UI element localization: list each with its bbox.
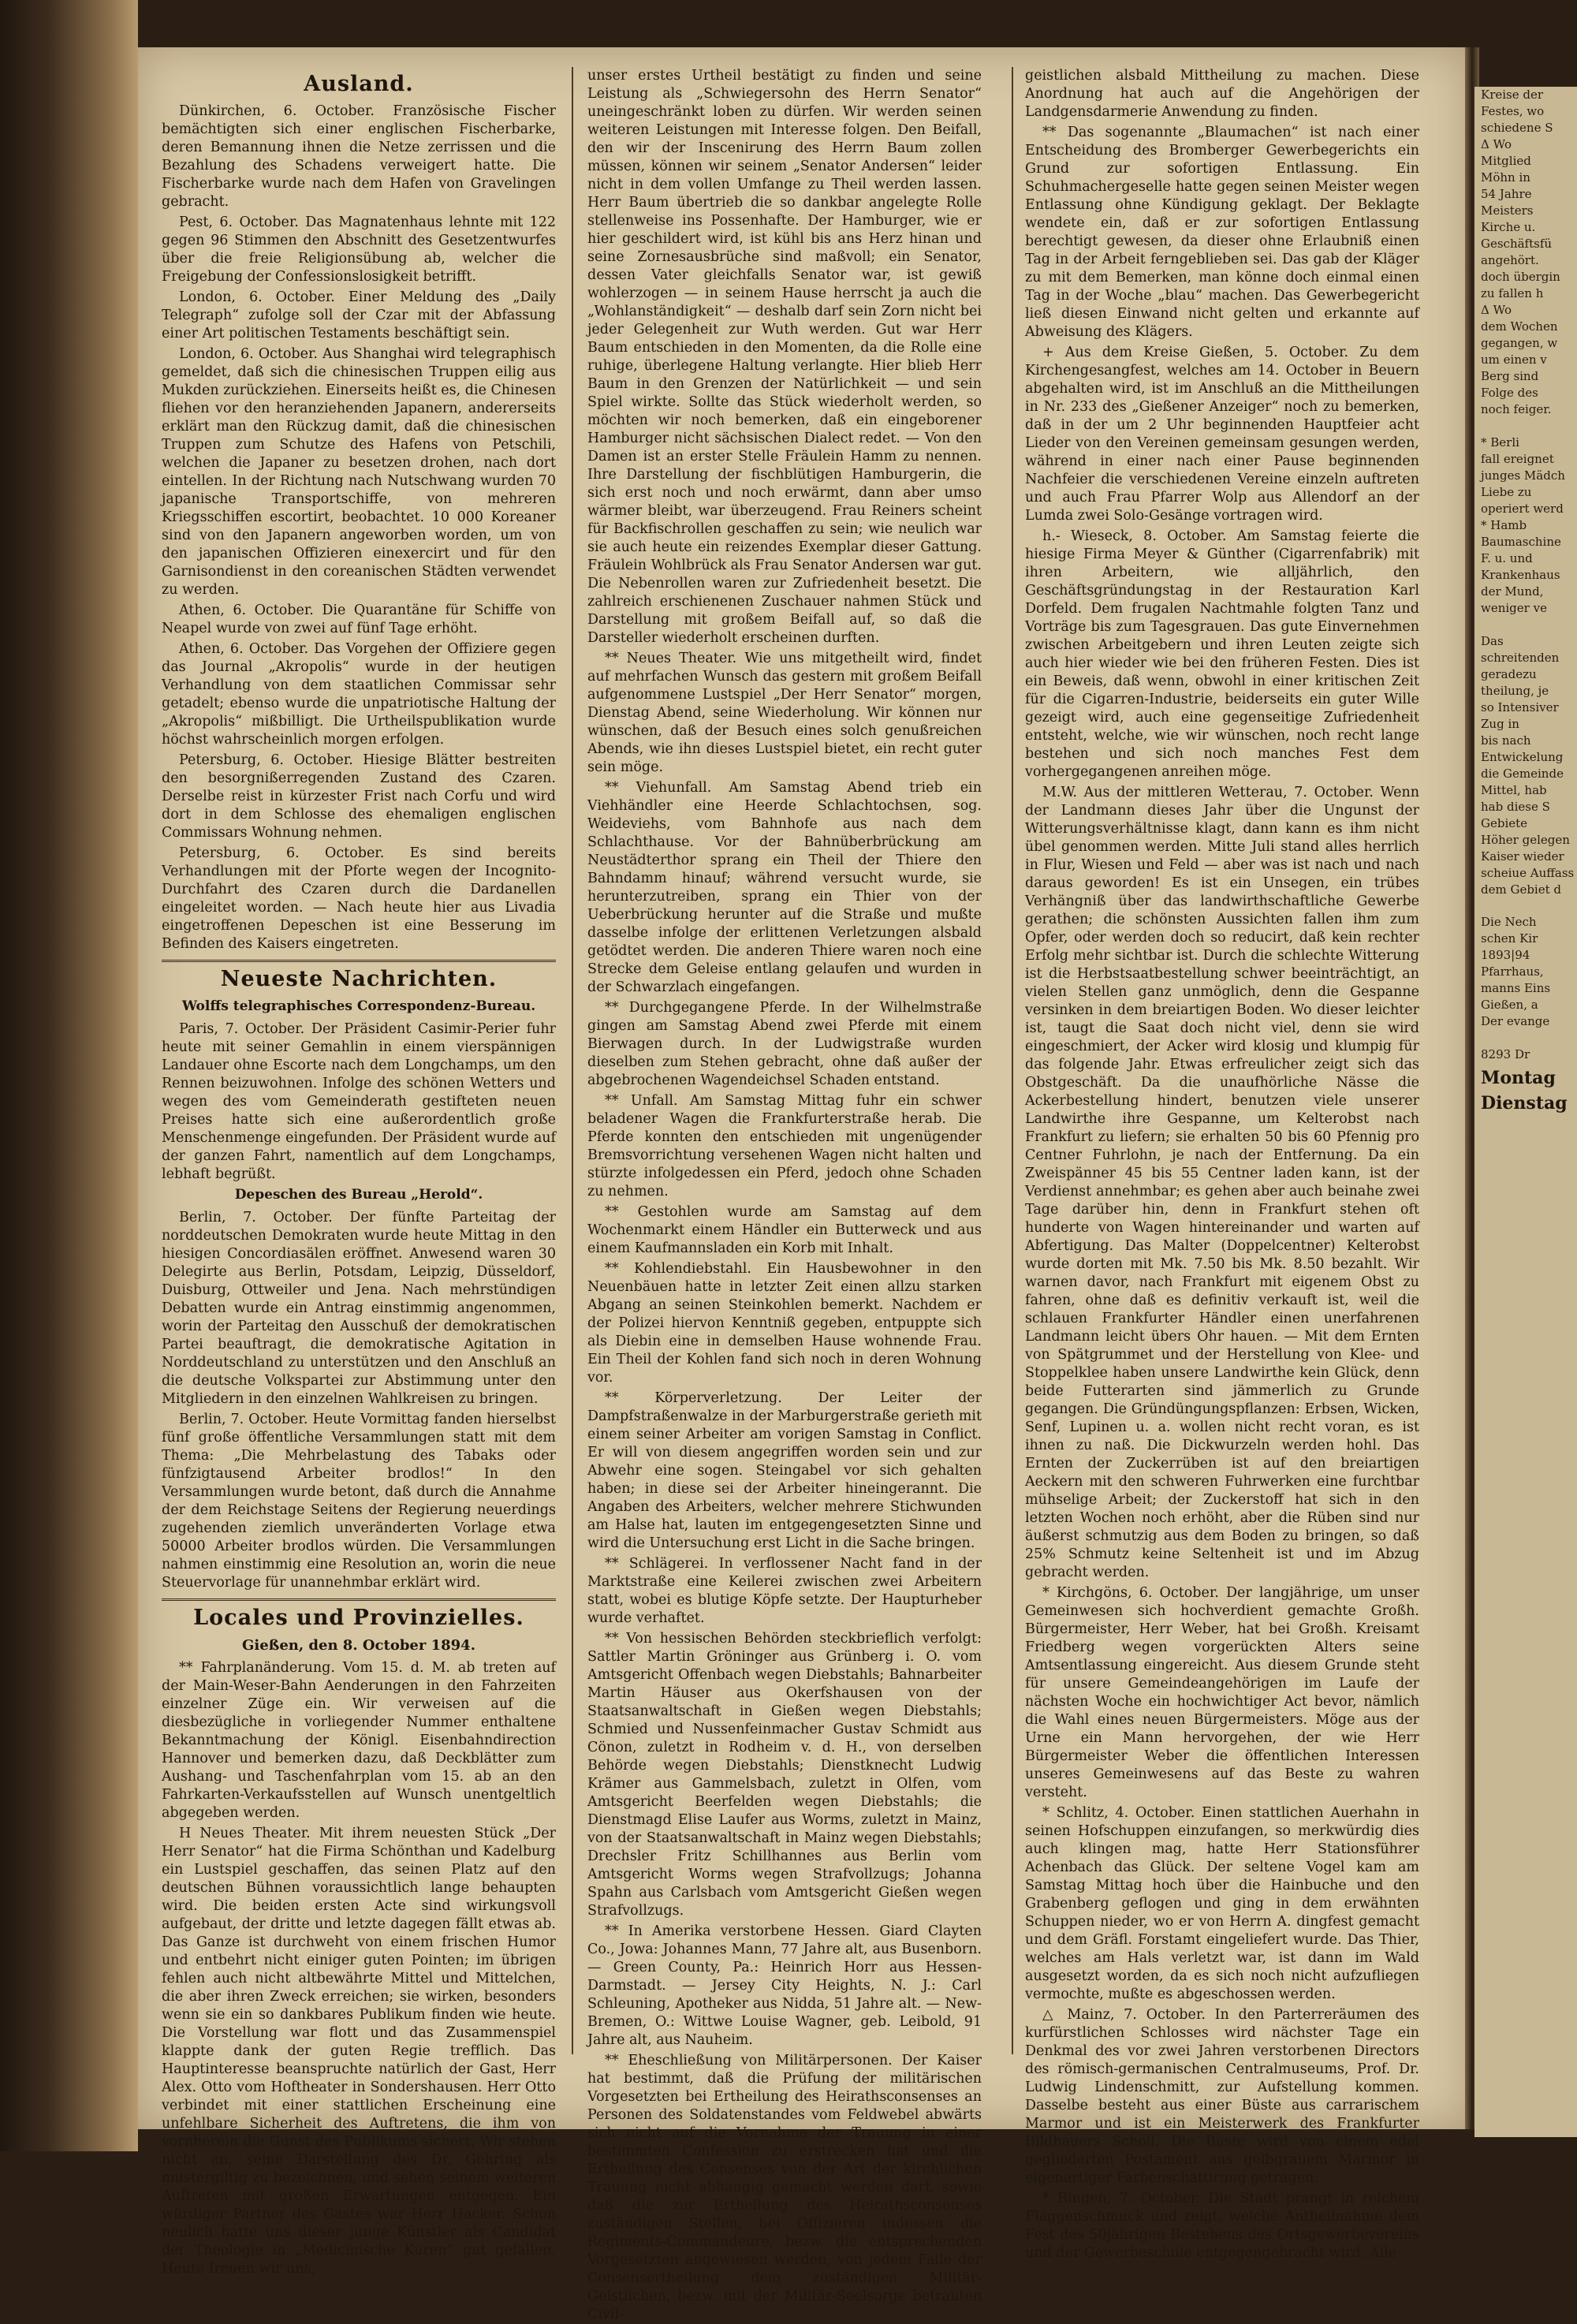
facing-page-line: Kaiser wieder [1481,849,1564,864]
facing-page-heading: 8293 Dr [1481,1047,1530,1061]
facing-page-line: hab diese S [1481,800,1550,814]
article-paragraph: Athen, 6. October. Das Vorgehen der Offiziere gegen das Journal „Akropolis“ wurde in der heutigen Verhandlung von dem staatlichen Commissar sehr getadelt; ebenso wurde die unpatriotische Haltung der „Akropolis“ mißbilligt. Die Urtheilspublikation wurde höchst wahrscheinlich morgen erfolgen. [162,641,556,748]
article-paragraph: Petersburg, 6. October. Es sind bereits Verhandlungen mit der Pforte wegen der Incognito-Durchfahrt des Czaren durch die Dardanellen eingeleitet worden. — Nach heute hier aus Livadia eingetroffenen Depeschen ist eine Besserung im Befinden des Kaisers eingetreten. [162,845,556,952]
article-paragraph: London, 6. October. Aus Shanghai wird telegraphisch gemeldet, daß sich die chinesischen Truppen eilig aus Mukden zurückziehen. Einerseits heißt es, die Chinesen fliehen vor den heranziehenden Japanern, andererseits erklärt man den Rückzug damit, daß die chinesischen Truppen zum Schutze des Hafens von Petschili, welchen die Japaner zu besetzen drohen, nach dort eintellen. In der Richtung nach Nutschwang wurden 70 japanische Transportschiffe, von mehreren Kriegsschiffen escortirt, beobachtet. 10 000 Koreaner sind von den Japanern angeworben worden, um von den japanischen Offizieren einexercirt und für den Garnisondienst in den coreanischen Städten verwendet zu werden. [162,346,556,598]
facing-page-fragment [1474,87,1577,2137]
article-paragraph: * Kirchgöns, 6. October. Der langjährige, um unser Gemeinwesen sich hochverdient gemachte Großh. Bürgermeister, Herr Weber, hat bei Großh. Kreisamt Friedberg wegen vorgerückten Alters seine Amtsentlassung eingereicht. Aus diesem Grunde steht für unsere Gemeindeangehörigen im Laufe der nächsten Woche ein hochwichtiger Act bevor, nämlich die Wahl eines neuen Bürgermeisters. Möge aus der Urne ein Mann hervorgehen, der wie Herr Bürgermeister Weber die öffentlichen Interessen unseres Gemeinwesens auf das Beste zu wahren versteht. [1025,1585,1419,1800]
facing-page-line: Mittel, hab [1481,783,1547,797]
article-paragraph: geistlichen alsbald Mittheilung zu machen. Diese Anordnung hat auch auf die Angehörigen der Landgensdarmerie Anwendung zu finden. [1025,68,1419,120]
facing-page-heading: Pfarrhaus, [1481,964,1544,979]
facing-page-line: geradezu [1481,667,1537,681]
facing-page-line: fall ereignet [1481,452,1554,466]
article-paragraph: ** Viehunfall. Am Samstag Abend trieb ein Viehhändler eine Heerde Schlachtochsen, sog. Weideviehs, vom Bahnhofe aus nach dem Schlachthause. Vor der Bahnüberbrückung am Neustädterthor sprang ein Theil der Thiere den Bahndamm hinauf; während versucht wurde, sie herunterzutreiben, sprang ein Thier von der Ueberbrückung herunter auf die Straße und mußte dasselbe infolge der erlittenen Verletzungen alsbald getödtet werden. Die anderen Thiere waren noch eine Strecke dem Geleise entlang gelaufen und wurden in der Schwarzlach eingefangen. [587,780,982,995]
facing-page-line: um einen v [1481,353,1547,367]
article-paragraph: ** Neues Theater. Wie uns mitgetheilt wird, findet auf mehrfachen Wunsch das gestern mit großem Beifall aufgenommene Lustspiel „Der Herr Senator“ morgen, Dienstag Abend, seine Wiederholung. Wir können nur wünschen, daß der Besuch eines solch genußreichen Abends, wie ihn dieses Lustspiel bietet, ein recht guter sein möge. [587,651,982,775]
article-paragraph: ** Durchgegangene Pferde. In der Wilhelmstraße gingen am Samstag Abend zwei Pferde mit einem Bierwagen durch. In der Ludwigstraße wurden dieselben zum Stehen gebracht, ohne daß außer der abgebrochenen Wagendeichsel Schaden entstand. [587,1000,982,1088]
article-paragraph: ** Schlägerei. In verflossener Nacht fand in der Marktstraße eine Keilerei zwischen zwei Arbeitern statt, wobei es blutige Köpfe setzte. Der Haupturheber wurde verhaftet. [587,1556,982,1626]
article-paragraph: Berlin, 7. October. Heute Vormittag fanden hierselbst fünf große öffentliche Versammlungen statt mit dem Thema: „Die Mehrbelastung des Tabaks oder fünfzigtausend Arbeiter brodlos!“ In den Versammlungen wurde betont, daß durch die Annahme der dem Reichstage Seitens der Regierung neuerdings zugehenden ziemlich unveränderten Vorlage etwa 50000 Arbeiter brodlos würden. Die Versammlungen nahmen einstimmig eine Resolution an, worin die neue Steuervorlage für unannehmbar erklärt wird. [162,1412,556,1591]
column-3 [1025,67,1419,2261]
column-rule [572,67,573,2054]
facing-page-line [1474,418,1577,435]
article-paragraph: Petersburg, 6. October. Hiesige Blätter bestreiten den besorgnißerregenden Zustand des Czaren. Derselbe reist in kürzester Frist nach Corfu und wird dort in dem Schlosse des ehemaligen englischen Commissars Wohnung nehmen. [162,752,556,841]
facing-page-line: theilung, je [1481,684,1549,698]
facing-page-line: Mitglied [1481,154,1531,168]
facing-page-line: weniger ve [1481,601,1547,615]
article-paragraph: Berlin, 7. October. Der fünfte Parteitag der norddeutschen Demokraten wurde heute Mittag in den hiesigen Concordiasälen eröffnet. Anwesend waren 30 Delegirte aus Berlin, Potsdam, Leipzig, Düsseldorf, Duisburg, Ottweiler und Jena. Nach mehrstündigen Debatten wurde ein Antrag einstimmig angenommen, worin der Parteitag den Ausschuß der demokratischen Partei beauftragt, die demokratische Agitation in Norddeutschland zu unterstützen und den Anschluß an die deutsche Volkspartei zur Abstimmung unter den Mitgliedern in den einzelnen Wahlkreisen zu bringen. [162,1210,556,1407]
article-paragraph: ** Körperverletzung. Der Leiter der Dampfstraßenwalze in der Marburgerstraße gerieth mit einem seiner Arbeiter am vorigen Samstag in Conflict. Er will von diesem angegriffen worden sein und zur Abwehr eine sogen. Steingabel vor sich gehalten haben; in diese sei der Arbeiter hineingerannt. Die Angaben des Arbeiters, welcher mehrere Stichwunden am Halse hat, lauten im entgegengesetzten Sinne und wird die Untersuchung erst Licht in die Sache bringen. [587,1390,982,1551]
facing-page-line: * Berli [1481,435,1519,450]
article-paragraph: h.- Wieseck, 8. October. Am Samstag feierte die hiesige Firma Meyer & Günther (Cigarrenfabrik) mit ihren Arbeitern, wie alljährlich, den Geschäftsgründungstag in der Restauration Karl Dorfeld. Dem frugalen Nachtmahle folgten Tanz und Vorträge bis zum Tagesgrauen. Das gute Einvernehmen zwischen Arbeitgebern und ihren Leuten zeigte sich auch hier wieder wie bei den früheren Festen. Dies ist ein Beweis, daß wenn, obwohl in einer kritischen Zeit für die Cigarren-Industrie, beiderseits ein guter Wille gezeigt wird, auch eine gegenseitige Zufriedenheit entsteht, welche, wie wir wünschen, noch recht lange bestehen und sich noch manches Fest dem vorhergegangenen anreihen möge. [1025,528,1419,780]
facing-page-line: 54 Jahre [1481,187,1532,201]
column-1 [162,67,556,2277]
facing-page-line: Zug in [1481,717,1519,731]
article-paragraph: ** Fahrplanänderung. Vom 15. d. M. ab treten auf der Main-Weser-Bahn Aenderungen in den Fahrzeiten einzelner Züge ein. Wir verweisen auf die diesbezügliche in vorliegender Nummer enthaltene Bekanntmachung der Königl. Eisenbahndirection Hannover und bemerken dazu, daß Deckblätter zum Aushang- und Taschenfahrplan vom 15. ab an den Fahrkarten-Verkaufsstellen auf Wunsch unentgeltlich abgegeben werden. [162,1660,556,1821]
article-paragraph: Paris, 7. October. Der Präsident Casimir-Perier fuhr heute mit seiner Gemahlin in einem vierspännigen Landauer ohne Escorte nach dem Longchamps, um den Rennen beizuwohnen. Infolge des schönen Wetters und wegen des vom Gemeinderath gestifteten neuen Preises hatte sich eine außerordentlich große Menschenmenge eingefunden. Der Präsident wurde auf der ganzen Fahrt, namentlich auf dem Longchamps, lebhaft begrüßt. [162,1021,556,1182]
article-paragraph: ** Von hessischen Behörden steckbrieflich verfolgt: Sattler Martin Gröninger aus Grünberg i. O. vom Amtsgericht Offenbach wegen Diebstahls; Bahnarbeiter Martin Häuser aus Okerfshausen von der Staatsanwaltschaft in Gießen wegen Diebstahls; Schmied und Nussenfeinmacher Gustav Schmidt aus Cönon, zuletzt in Rodheim v. d. H., von derselben Behörde wegen Diebstahls; Dienstknecht Ludwig Krämer aus Gammelsbach, zuletzt in Olfen, vom Amtsgericht Beerfelden wegen Diebstahls; die Dienstmagd Elise Laufer aus Worms, zuletzt in Mainz, von der Staatsanwaltschaft in Mainz wegen Diebstahls; Drechsler Fritz Schillhannes aus Berlin vom Amtsgericht Worms wegen Strafvollzugs; Johanna Spahn aus Carlsbach vom Amtsgericht Gießen wegen Strafvollzugs. [587,1631,982,1919]
article-paragraph: Dünkirchen, 6. October. Französische Fischer bemächtigten sich einer englischen Fischerbarke, deren Bemannung ihnen die Netze zerrissen und die Bezahlung des Schadens verweigert hatte. Die Fischerbarke wurde nach dem Hafen von Gravelingen gebracht. [162,103,556,210]
article-paragraph: ** In Amerika verstorbene Hessen. Giard Clayten Co., Jowa: Johannes Mann, 77 Jahre alt, aus Busenborn. — Green County, Pa.: Heinrich Horr aus Hessen-Darmstadt. — Jersey City Heights, N. J.: Carl Schleuning, Apotheker aus Nidda, 51 Jahre alt. — New-Bremen, O.: Wittwe Louise Wagner, geb. Leibold, 91 Jahre alt, aus Nauheim. [587,1923,982,2048]
section-title-ausland: Ausland. [304,72,414,96]
facing-page-line: Baumaschine [1481,535,1561,549]
facing-page-line: Krankenhaus [1481,568,1560,582]
divider [162,960,556,962]
facing-page-heading: Dienstag [1481,1093,1568,1114]
facing-page-line: doch übergin [1481,270,1560,284]
facing-page-heading [1474,1030,1577,1046]
facing-page-line: zu fallen h [1481,286,1544,300]
article-paragraph: ** Das sogenannte „Blaumachen“ ist nach einer Entscheidung des Bromberger Gewerbegerichts ein Grund zur sofortigen Entlassung. Ein Schuhmachergeselle hatte gegen seinen Meister wegen Entlassung ohne Kündigung geklagt. Der Beklagte wendete ein, daß er zur sofortigen Entlassung berechtigt gewesen, da dieser ohne Erlaubniß einen Tag in der Arbeit ferngeblieben sei. Das gab der Kläger zu mit dem Bemerken, man könne doch einmal einen Tag in der Woche „blau“ machen. Das Gewerbegericht ließ diesen Einwand nicht gelten und erkannte auf Abweisung des Klägers. [1025,125,1419,340]
facing-page-line: Geschäftsfü [1481,237,1553,251]
article-paragraph: + Aus dem Kreise Gießen, 5. October. Zu dem Kirchengesangfest, welches am 14. October in Beuern abgehalten wird, ist im Anschluß an die Mittheilungen in Nr. 233 des „Gießener Anzeiger“ noch zu bemerken, daß in der um 2 Uhr beginnenden Hauptfeier acht Lieder von den Vereinen gemeinsam gesungen werden, während in einer nach einer Pause beginnenden Nachfeier die verschiedenen Vereine einzeln auftreten und auch Frau Pfarrer Wolp aus Allendorf an der Lumda zwei Solo-Gesänge vortragen wird. [1025,345,1419,524]
sub-title-herold: Depeschen des Bureau „Herold“. [234,1187,483,1203]
facing-page-line: Δ Wo [1481,303,1512,317]
article-paragraph: Pest, 6. October. Das Magnatenhaus lehnte mit 122 gegen 96 Stimmen den Abschnitt des Gesetzentwurfes über die freie Religionsübung ab, welcher die Freigebung der Confessionslosigkeit betrifft. [162,214,556,285]
column-2 [587,67,982,2322]
facing-page-line: dem Gebiet d [1481,882,1562,897]
article-paragraph: △ Mainz, 7. October. In den Parterreräumen des kurfürstlichen Schlosses wird nächster Tage ein Denkmal des vor zwei Jahren verstorbenen Directors des römisch-germanischen Centralmuseums, Prof. Dr. Ludwig Lindenschmitt, zur Aufstellung kommen. Dasselbe besteht aus einer Büste aus carrarischem Marmor und ist ein Meisterwerk des Frankfurter Bildhauers Scholl. Die Büste wird von einem edel gegliederten Postament aus gelbgrauem Marmor in eigenartiger Farbenschattirung getragen. [1025,2007,1419,2186]
article-paragraph: M.W. Aus der mittleren Wetterau, 7. October. Wenn der Landmann dieses Jahr über die Ungunst der Witterungsverhältnisse klagt, dann kann es ihm nicht übel genommen werden. Mitte Juli stand alles herrlich in Flur, Wiesen und Feld — aber was ist nach und nach daraus geworden! Es ist ein Unsegen, ein trübes Verhängniß über das landwirthschaftliche Gewerbe gerathen; die schönsten Aussichten fallen ihm zum Opfer, oder werden doch so reducirt, daß kein rechter Erfolg mehr sichtbar ist. Durch die schlechte Witterung ist die Herbstsaatbestellung schwer beeinträchtigt, an vielen Stellen ganz unmöglich, denn die Gespanne versinken in dem breiartigen Boden. Wo dieser leichter ist, taugt die Saat doch nicht viel, denn sie wird eingeschmiert, der Acker wird klosig und klumpig für das folgende Jahr. Etwas erfreulicher zeigt sich das Obstgeschäft. Da die unaufhörliche Nässe die Ackerbestellung hindert, benutzen viele unserer Landwirthe ihre Gespanne, um Kelterobst nach Frankfurt zu liefern; sie erhalten 50 bis 60 Pfennig pro Centner Fuhrlohn, je nach der Entfernung. Da ein Zweispänner 45 bis 55 Centner laden kann, ist der Verdienst annehmbar; es gehen aber auch beinahe zwei Tage darüber hin, denn in Frankfurt stehen oft hunderte von Wagen hintereinander und warten auf Abfertigung. Das Malter (Doppelcentner) Kelterobst wurde dorten mit Mk. 7.50 bis Mk. 8.50 bezahlt. Wir warnen davor, nach Frankfurt mit eigenem Obst zu fahren, ohne daß es definitiv verkauft ist, weil die schlauen Frankfurter Händler einen unerfahrenen Landmann leicht übers Ohr hauen. — Mit dem Ernten von Spätgrummet und der Herstellung von Klee- und Stoppelklee haben unsere Landwirthe kein Glück, denn beide Futterarten sind jämmerlich zu Grunde gegangen. Die Gründüngungspflanzen: Erbsen, Wicken, Senf, Lupinen u. a. wollen nicht recht voran, es ist ihnen zu naß. Die Dickwurzeln werden hohl. Das Ernten der Zuckerrüben ist auf den breiartigen Aeckern mit den schweren Fuhrwerken eine furchtbar mühselige Arbeit; der Zuckerstoff hat sich in den letzten Wochen noch erhöht, aber die Rüben sind nur äußerst schmutzig aus dem Boden zu bringen, so daß 25% Schmutz keine Seltenheit ist und im Abzug gebracht werden. [1025,785,1419,1580]
facing-page-line: die Gemeinde [1481,767,1564,781]
facing-page-heading: Gießen, a [1481,998,1538,1012]
facing-page-heading: schen Kir [1481,931,1538,946]
dateline: Gießen, den 8. October 1894. [242,1637,475,1654]
facing-page-line: Das [1481,634,1504,648]
facing-page-line: dem Wochen [1481,319,1558,334]
facing-page-line: so Intensiver [1481,700,1559,714]
facing-page-line: Entwickelung [1481,750,1564,764]
facing-page-line: F. u. und [1481,551,1533,565]
facing-page-line: Kreise der [1481,88,1544,102]
article-paragraph: unser erstes Urtheil bestätigt zu finden und seine Leistung als „Schwiegersohn des Herrn Senator“ uneingeschränkt loben zu dürfen. Wir werden seinen weiteren Leistungen mit Interesse folgen. Den Beifall, den wir der Inscenirung des Herrn Baum zollen müssen, können wir seinem „Senator Andersen“ leider nicht in dem vollen Umfange zu Theil werden lassen. Herr Baum übertrieb die so dankbar angelegte Rolle stellenweise ins Possenhafte. Der Hamburger, wie er hier geschildert wird, ist kühl bis ans Herz hinan und seine Zornesausbrüche sind maßvoll; ein Senator, dessen Vater gleichfalls Senator war, ist gewiß wohlerzogen — in seinem Hause herrscht ja auch die „Wohlanständigkeit“ — deshalb darf sein Zorn nicht bei jeder Gelegenheit zur Wuth werden. Gut war Herr Baum entschieden in den Momenten, da die Rolle eine ruhige, überlegene Haltung verlangte. Hier blieb Herr Baum in den Grenzen der Natürlichkeit — und sein Spiel wirkte. Sollte das Stück wiederholt werden, so möchten wir noch bemerken, daß ein eingeborener Hamburger nicht sächsischen Dialect redet. — Von den Damen ist an erster Stelle Fräulein Hamm zu nennen. Ihre Darstellung der fischblütigen Hamburgerin, die sich erst noch und noch erwärmt, dann aber umso wärmer bleibt, war überzeugend. Frau Reiners scheint für Backfischrollen geschaffen zu sein; wie neulich war sie auch heute ein reizendes Exemplar dieser Gattung. Fräulein Wohlbrück als Frau Senator Andersen war gut. Die Nebenrollen waren zur Zufriedenheit besetzt. Die zahlreich erschienenen Zuschauer nahmen Stück und Darstellung mit großem Beifall auf, so daß die Darsteller wiederholt erscheinen durften. [587,68,982,646]
facing-page-line: scheiue Auffass [1481,866,1575,880]
facing-page-line: Kirche u. [1481,220,1536,234]
facing-page-line: bis nach [1481,733,1531,748]
article-paragraph: ** Unfall. Am Samstag Mittag fuhr ein schwer beladener Wagen die Frankfurterstraße herab. Die Pferde konnten den entschieden mit ungenügender Bremsvorrichtung versehenen Wagen nicht halten und stürzte infolgedessen ein Pferd, jedoch ohne Schaden zu nehmen. [587,1093,982,1199]
divider [162,1598,556,1601]
facing-page-line: gegangen, w [1481,336,1558,350]
sub-title-wolff: Wolffs telegraphisches Correspondenz-Bureau. [181,998,536,1014]
article-paragraph: ** Gestohlen wurde am Samstag auf dem Wochenmarkt einem Händler ein Butterweck und aus einem Kaufmannsladen ein Korb mit Inhalt. [587,1204,982,1256]
facing-page-line: schiedene S [1481,121,1553,135]
article-paragraph: H Neues Theater. Mit ihrem neuesten Stück „Der Herr Senator“ hat die Firma Schönthan und Kadelburg ein Lustspiel geschaffen, das seinen Platz auf den deutschen Bühnen voraussichtlich lange behaupten wird. Die beiden ersten Acte sind wirkungsvoll aufgebaut, der dritte und letzte dagegen fällt etwas ab. Das Ganze ist durchweht von einem frischen Humor und entbehrt nicht einiger guten Pointen; im übrigen fehlen auch nicht altbewährte Mittel und Mittelchen, die aber ihren Zweck erreichen; sie wirken, besonders wenn sie ein so dankbares Publikum finden wie heute. Die Vorstellung war flott und das Zusammenspiel klappte dank der guten Regie trefflich. Das Hauptinteresse beanspruchte natürlich der Gast, Herr Alex. Otto vom Hoftheater in Sondershausen. Herr Otto verbindet mit einer stattlichen Erscheinung eine unfehlbare Sicherheit des Auftretens, die ihm von vornherein die Gunst des Publikums sichert. Wir stehen nicht an, seine Darstellung des Dr. Gehring als mustergiltig zu bezeichnen, und sehen seinem weiteren Auftreten mit großen Erwartungen entgegen. Ein würdiger Partner des Gastes war Herr Hacker. Schon neulich hatte uns dieser junge Künstler als Candidat der Theologie in „Medicinische Kuren“ gut gefallen. Heute freuen wir uns, [162,1826,556,2277]
facing-page-line: Gebiete [1481,816,1528,830]
facing-page-line: Möhn in [1481,170,1530,185]
facing-page-line: junges Mädch [1481,468,1565,483]
facing-page-line: der Mund, [1481,584,1544,599]
facing-page-heading: Die Nech [1481,915,1537,929]
article-paragraph: ** Kohlendiebstahl. Ein Hausbewohner in den Neuenbäuen hatte in letzter Zeit einen allzu starken Abgang an seinen Steinkohlen bemerkt. Nachdem er der Polizei hiervon Kenntniß gegeben, entpuppte sich als Diebin eine in demselben Hause wohnende Frau. Ein Theil der Kohlen fand sich noch in deren Wohnung vor. [587,1261,982,1386]
article-paragraph: Athen, 6. October. Die Quarantäne für Schiffe von Neapel wurde von zwei auf fünf Tage erhöht. [162,602,556,636]
facing-page-line [1474,617,1577,633]
facing-page-heading: manns Eins [1481,981,1551,995]
facing-page-line: angehört. [1481,253,1539,267]
facing-page-line: Δ Wo [1481,137,1512,151]
book-edge [0,0,138,2151]
facing-page-heading: Der evange [1481,1014,1550,1028]
section-title-neueste: Neueste Nachrichten. [220,967,498,991]
facing-page-line: Berg sind [1481,369,1539,383]
article-paragraph: London, 6. October. Einer Meldung des „Daily Telegraph“ zufolge soll der Czar mit der Abfassung einer Art politischen Testaments beschäftigt sein. [162,289,556,341]
facing-page-line: * Hamb [1481,518,1527,532]
column-rule [1012,67,1013,2054]
article-paragraph: ** Eheschließung von Militärpersonen. Der Kaiser hat bestimmt, daß die Prüfung der militärischen Vorgesetzten bei Ertheilung des Heirathsconsenses an Personen des Soldatenstandes vom Feldwebel abwärts sich nicht auf die Vornahme der Trauung in einer bestimmten Confession zu erstrecken hat und die Ertheilung des Consenses von der Art der kirchlichen Trauung nicht abhängig gemacht werden darf, sowie daß die zur Ertheilung des Heirathsconsenses zuständigen Stellen, bei Offizieren indessen die Regiments-Commandeure, bezw. die entsprechenden Vorgesetzten angewiesen werden, von jedem Falle der Consensertheilung dem zuständigen Militär-Geistlichen, bezw. mit der Militär-Seelsorge betrauten Civil- [587,2053,982,2322]
facing-page-line: Folge des [1481,386,1538,400]
facing-page-line: Festes, wo [1481,104,1545,118]
facing-page-heading: Montag [1481,1068,1556,1088]
facing-page-line: Meisters [1481,203,1534,218]
section-title-locales: Locales und Provinzielles. [193,1606,524,1630]
facing-page-line: Höher gelegen [1481,833,1570,847]
facing-page-heading: 1893|94 [1481,948,1530,962]
facing-page-line: schreitenden [1481,651,1560,665]
facing-page-line: noch feiger. [1481,402,1552,416]
facing-page-line: operiert werd [1481,502,1564,516]
article-paragraph: * Schlitz, 4. October. Einen stattlichen Auerhahn in seinen Hofschuppen einzufangen, so merkwürdig dies auch klingen mag, hatte Herr Stationsführer Achenbach das Glück. Der seltene Vogel kam am Samstag Mittag hoch über die Hainbuche und den Grabenberg geflogen und ging in dem erwähnten Schuppen nieder, wo er von Herrn A. dingfest gemacht und dem Gräfl. Forstamt eingeliefert wurde. Das Thier, welches am Hals verletzt war, ist dann im Wald ausgesetzt worden, da es sich noch nicht aufzufliegen vermochte, mußte es abgeschossen werden. [1025,1805,1419,2002]
facing-page-line: Liebe zu [1481,485,1532,499]
article-paragraph: * Bingen, 7. October. Die Stadt prangt in reichem Flaggenschmuck und zeigt, welche Antheilnahme dem Fest des 50jährigen Bestehens des Ortsgewerbevereins und der Gewerbeschule entgegengebracht wird. Alle [1025,2191,1419,2261]
